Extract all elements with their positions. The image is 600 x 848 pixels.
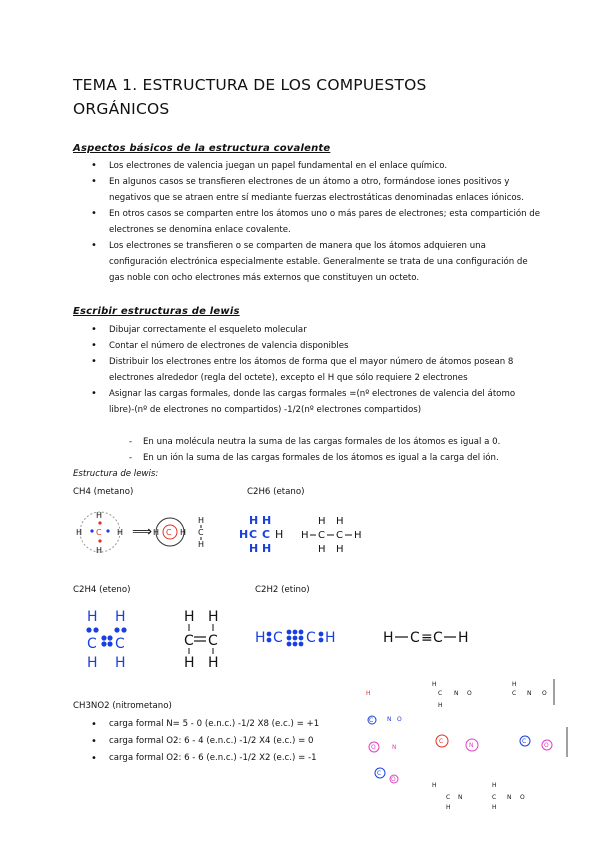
c2h6-h: H [262,542,272,555]
nm-o: O [544,742,549,749]
c2h6-h: H [249,514,259,527]
ch4c-h-top: H [198,516,205,525]
nm-n: N [469,742,474,749]
section-heading-lewis: Escribir estructuras de lewis [73,306,240,317]
nm-o: O [542,690,547,697]
list-item: • carga formal N= 5 - 0 (e.n.c.) -1/2 X8 (e.c.) = +1 [73,716,373,733]
label-ch4: CH4 (metano) [73,487,134,497]
c2h6-h: H [275,528,284,541]
nm-n: N [392,744,397,751]
c2h6-h: H [249,542,259,555]
nitromethane-diagrams [362,675,587,815]
list-item: • En otros casos se comparten entre los átomos uno o más pares de electrones; esta compartición de electrones se denomina enlace covalente. [73,206,543,238]
c2h2-h: H [325,630,336,646]
nm-h: H [438,702,443,709]
c2h4-struct-c: C [208,633,218,649]
list-item: • carga formal O2: 6 - 4 (e.n.c.) -1/2 X4 (e.c.) = 0 [73,733,373,750]
covalent-bullet-list [73,158,543,286]
section-heading-covalent: Aspectos básicos de la estructura covalente [73,143,331,154]
ch4-h-top: H [96,511,103,520]
nm-o: O [467,690,472,697]
c2h2-struct-c: C [433,630,443,646]
ch4-h-left: H [76,528,83,537]
c2h4-c: C [87,636,97,652]
c2h6-c: C [249,528,258,541]
c2h6-struct-h: H [318,544,326,555]
label-c2h4: C2H4 (eteno) [73,585,131,595]
page-title: TEMA 1. ESTRUCTURA DE LOS COMPUESTOS ORGÁNICOS [73,76,427,118]
nm-o: O [371,744,376,751]
c2h6-struct-h: H [336,544,344,555]
nm-h: H [432,681,437,688]
label-c2h6: C2H6 (etano) [247,487,305,497]
nm-h: H [366,690,371,697]
ch4c-h-bottom: H [198,540,205,549]
label-ch3no2: CH3NO2 (nitrometano) [73,701,172,711]
ch4-carbon-symbol: C [96,528,102,537]
nm-c: C [369,717,374,724]
c2h2-struct-c: C [410,630,420,646]
formal-charge-notes [73,434,553,466]
ch4b-h-right: H [180,528,187,537]
nm-n: N [507,794,512,801]
nm-o: O [391,776,396,783]
nm-c: C [512,690,517,697]
c2h4-c: C [115,636,125,652]
label-c2h2: C2H2 (etino) [255,585,310,595]
lewis-structure-label: Estructura de lewis: [73,469,159,479]
c2h6-struct-h: H [336,516,344,527]
nm-c: C [492,794,497,801]
c2h6-struct-h: H [318,516,326,527]
c2h4-h: H [115,655,126,671]
list-item: • Los electrones de valencia juegan un papel fundamental en el enlace químico. [73,158,543,174]
nm-h: H [432,782,437,789]
nm-h: H [512,681,517,688]
list-item: • En algunos casos se transfieren electrones de un átomo a otro, formándose iones positivos y negativos que se atraen entre sí mediante fuerzas electrostáticas denominadas enlaces iónicos. [73,174,543,206]
list-item: • Contar el número de electrones de valencia disponibles [73,338,543,354]
c2h4-h: H [115,609,126,625]
nm-o: O [520,794,525,801]
c2h2-struct-h: H [383,630,394,646]
nm-h: H [492,804,497,811]
list-item: • carga formal O2: 6 - 6 (e.n.c.) -1/2 X2 (e.c.) = -1 [73,750,373,767]
c2h2-h: H [255,630,266,646]
c2h2-lewis-diagram [255,622,475,650]
nm-c: C [446,794,451,801]
ch4b-h-left: H [153,528,160,537]
c2h2-triple-bond: ≡ [421,630,433,646]
nm-c: C [439,738,444,745]
c2h6-struct-h: H [301,530,309,541]
list-item: • Distribuir los electrones entre los átomos de forma que el mayor número de átomos posean 8 electrones alrededor (regla del octete), excepto el H que sólo requiere 2 electrones [73,354,543,386]
c2h4-lewis-diagram [80,603,240,673]
c2h2-c: C [306,630,316,646]
list-item: - En una molécula neutra la suma de las cargas formales de los átomos es igual a 0. [73,434,553,450]
c2h6-c: C [262,528,271,541]
ch4c-carbon: C [198,528,204,537]
c2h6-struct-c: C [336,530,343,541]
lewis-bullet-list [73,322,543,418]
nm-h: H [492,782,497,789]
ch4-h-right: H [117,528,124,537]
nitro-charge-list [73,716,373,767]
nm-n: N [387,716,392,723]
nm-c: C [522,738,527,745]
list-item: • Asignar las cargas formales, donde las cargas formales =(nº electrones de valencia del átomo libre)-(nº de electrones no compartidos) -1/2(nº electrones compartidos) [73,386,543,418]
nm-c: C [438,690,443,697]
c2h2-struct-h: H [458,630,469,646]
c2h4-struct-h: H [184,609,195,625]
ch4b-carbon-symbol: C [166,528,172,537]
list-item: - En un ión la suma de las cargas formales de los átomos es igual a la carga del ión. [73,450,553,466]
c2h4-h: H [87,609,98,625]
nm-o: O [397,716,402,723]
c2h4-struct-h: H [208,609,219,625]
c2h4-struct-h: H [208,655,219,671]
nm-h: H [446,804,451,811]
c2h6-struct-h: H [354,530,362,541]
c2h2-c: C [273,630,283,646]
c2h6-h: H [239,528,249,541]
ch4-h-bottom: H [96,546,103,555]
ch4-lewis-diagram [70,505,230,560]
list-item: • Dibujar correctamente el esqueleto molecular [73,322,543,338]
c2h6-h: H [262,514,272,527]
arrow-icon: ⟹ [132,524,153,540]
c2h6-lewis-diagram [235,510,375,560]
nm-c: C [377,770,382,777]
nm-n: N [454,690,459,697]
list-item: • Los electrones se transfieren o se comparten de manera que los átomos adquieren una configuración electrónica especialmente estable. Generalmente se trata de una configuración de gas noble con ocho electrones más externos que constituyen un octeto. [73,238,543,286]
nm-n: N [458,794,463,801]
nm-n: N [527,690,532,697]
c2h4-struct-c: C [184,633,194,649]
c2h4-h: H [87,655,98,671]
c2h4-struct-h: H [184,655,195,671]
c2h6-struct-c: C [318,530,325,541]
